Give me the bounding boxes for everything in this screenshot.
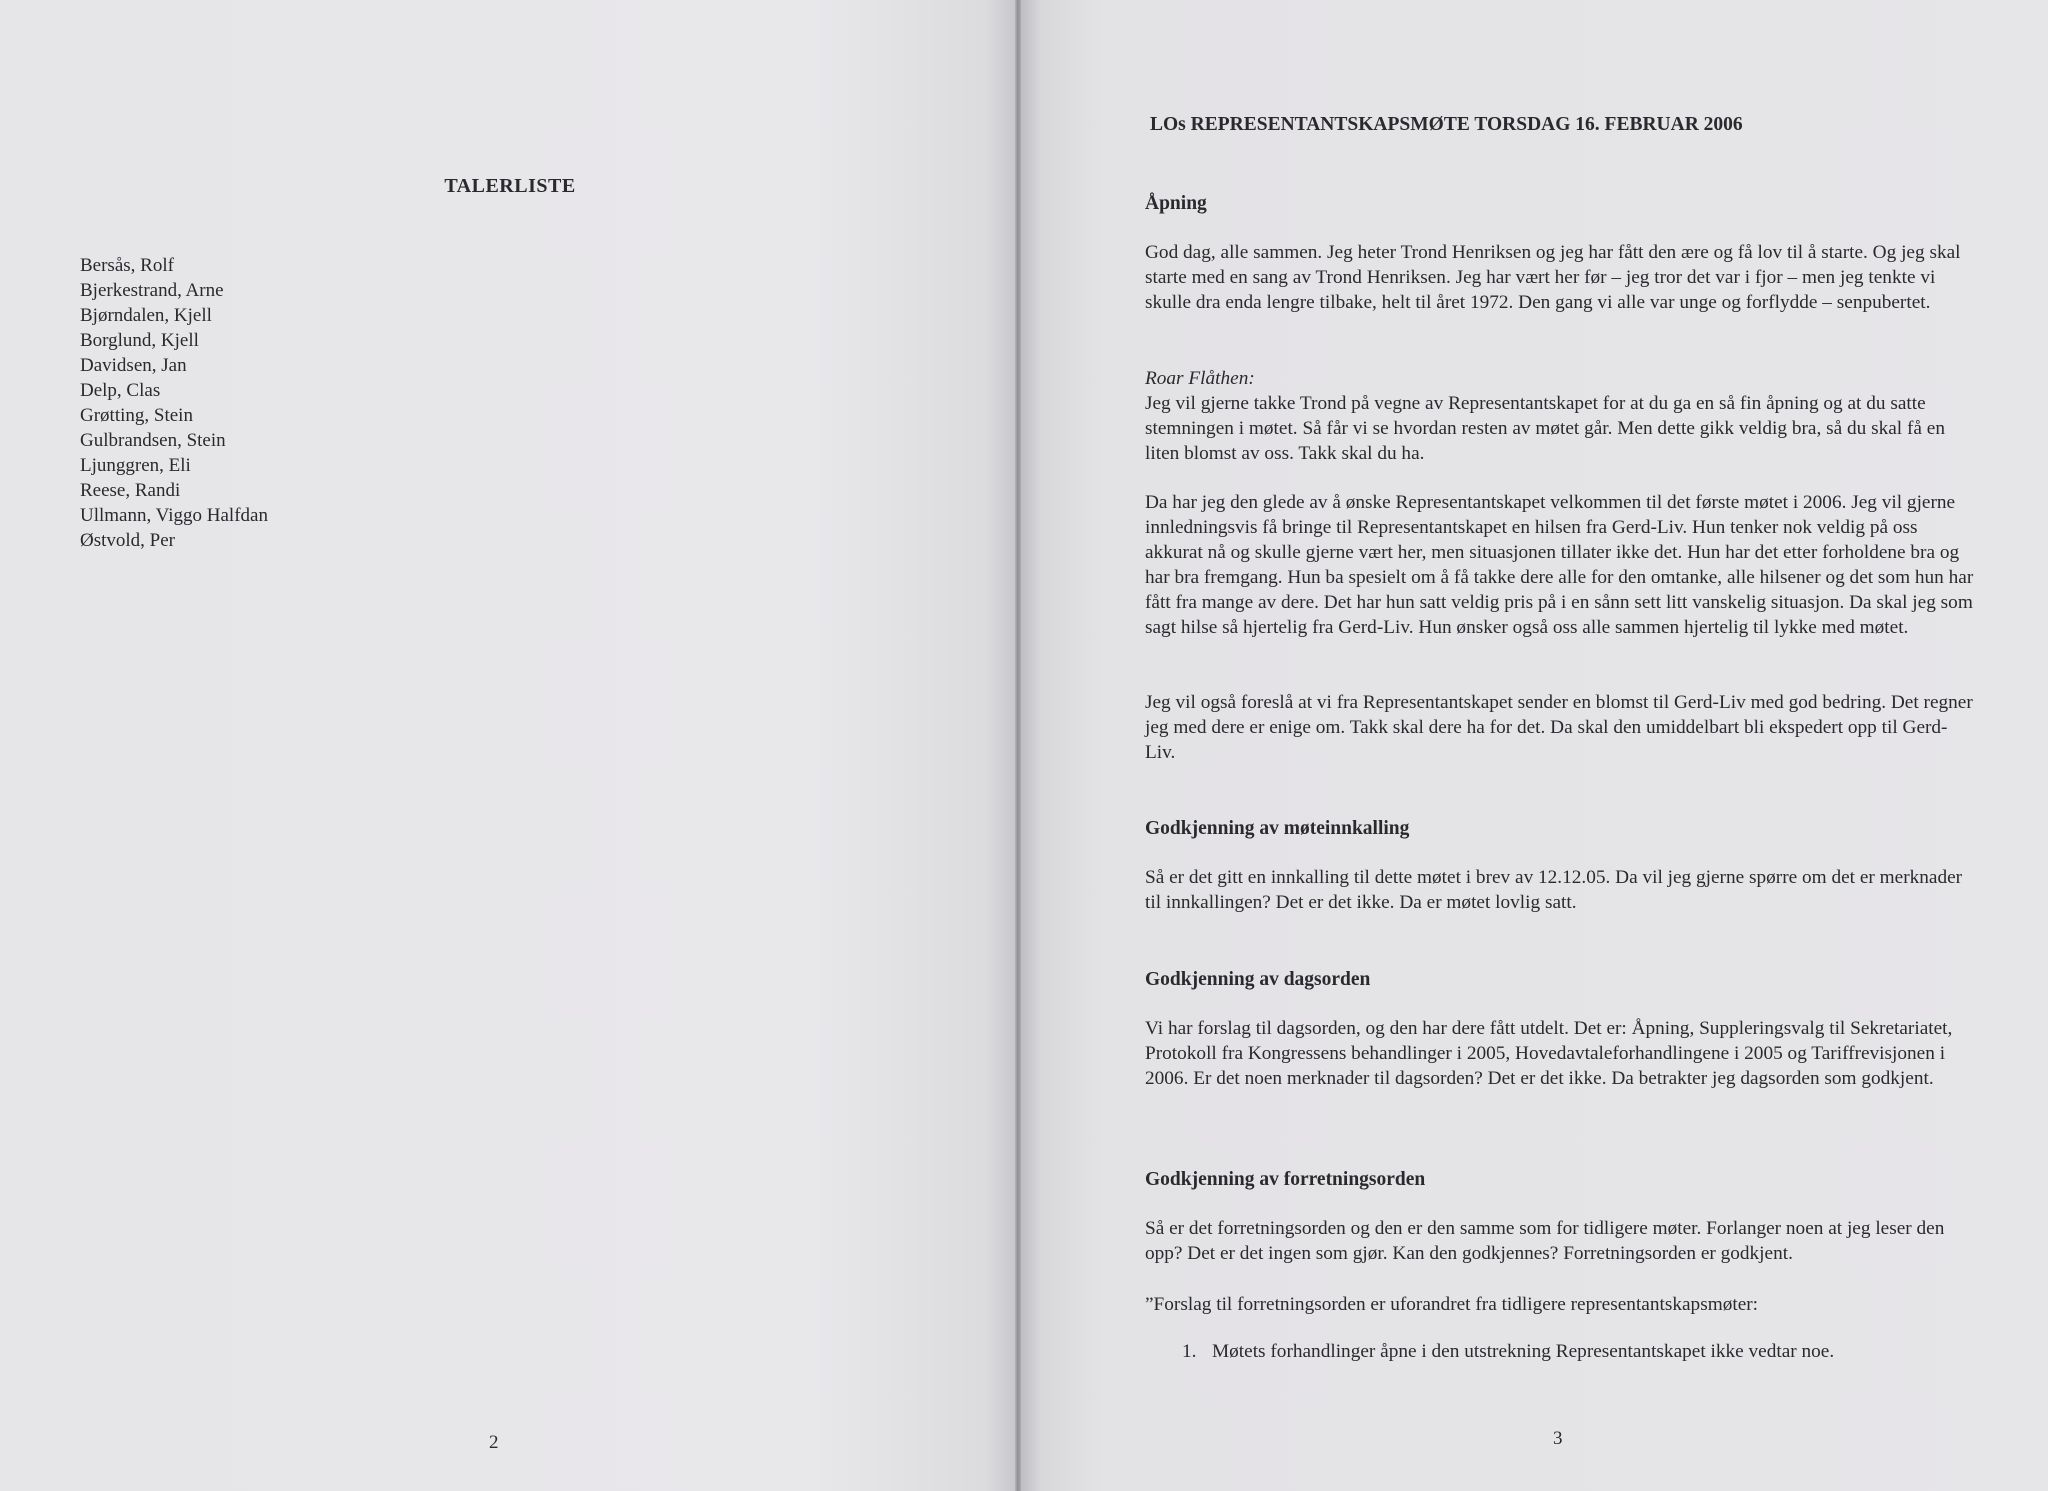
flowers-paragraph: Jeg vil også foreslå at vi fra Representantskapet sender en blomst til Gerd-Liv med god bedring. Det regner jeg med dere er enige om. Takk skal dere ha for det. Da skal den umiddelbart bli ekspedert opp til Gerd-Liv. — [1145, 692, 1973, 763]
agenda-paragraph: Vi har forslag til dagsorden, og den har dere fått utdelt. Det er: Åpning, Suppleringsvalg til Sekretariatet, Protokoll fra Kongressens behandlinger i 2005, Hovedavtaleforhandlingene i 2005 og Tariffrevisjonen i 2006. Er det noen merknader til dagsorden? Det er det ikke. Da betrakter jeg dagsorden som godkjent. — [1145, 1018, 1953, 1089]
speaker-list-item: Ljunggren, Eli — [80, 455, 191, 476]
book-gutter — [1015, 0, 1021, 1491]
rules-paragraph: Så er det forretningsorden og den er den samme som for tidligere møter. Forlanger noen at jeg leser den opp? Det er det ingen som gjør. Kan den godkjennes? Forretningsorden er godkjent. — [1145, 1218, 1945, 1264]
speaker-label: Roar Flåthen: — [1145, 368, 1255, 389]
opening-paragraph: God dag, alle sammen. Jeg heter Trond Henriksen og jeg har fått den ære og få lov til å starte. Og jeg skal starte med en sang av Trond Henriksen. Jeg har vært her før – jeg tror det var i fjor – men jeg tenkte vi skulle dra enda lengre tilbake, helt til året 1972. Den gang vi alle var unge og forflydde – senpubertet. — [1145, 242, 1961, 313]
meeting-title: LOs REPRESENTANTSKAPSMØTE TORSDAG 16. FEBRUAR 2006 — [1150, 114, 1743, 135]
speaker-list-item: Ullmann, Viggo Halfdan — [80, 505, 268, 526]
summons-heading: Godkjenning av møteinnkalling — [1145, 818, 1410, 839]
speaker-list-item: Bjerkestrand, Arne — [80, 280, 224, 301]
summons-paragraph: Så er det gitt en innkalling til dette møtet i brev av 12.12.05. Da vil jeg gjerne spørre om det er merknader til innkallingen? Det er det ikke. Da er møtet lovlig satt. — [1145, 867, 1963, 913]
speaker-list-item: Grøtting, Stein — [80, 405, 193, 426]
page-number-left: 2 — [489, 1432, 499, 1453]
quote-paragraph: ”Forslag til forretningsorden er uforandret fra tidligere representantskapsmøter: — [1145, 1294, 1759, 1315]
opening-heading: Åpning — [1145, 193, 1207, 214]
speaker-list — [80, 253, 268, 553]
list-item-text: Møtets forhandlinger åpne i den utstrekning Representantskapet ikke vedtar noe. — [1212, 1341, 1835, 1362]
speaker-paragraph: Jeg vil gjerne takke Trond på vegne av Representantskapet for at du ga en så fin åpning og at du satte stemningen i møtet. Så får vi se hvordan resten av møtet går. Men dette gikk veldig bra, så du skal få en liten blomst av oss. Takk skal du ha. — [1145, 393, 1945, 464]
rules-heading: Godkjenning av forretningsorden — [1145, 1169, 1426, 1190]
list-item — [1182, 1341, 1834, 1363]
speaker-list-item: Borglund, Kjell — [80, 330, 199, 351]
speaker-list-item: Østvold, Per — [80, 530, 175, 551]
left-page — [0, 0, 1016, 1491]
list-item-number: 1. — [1182, 1341, 1197, 1362]
speaker-list-title: TALERLISTE — [444, 175, 576, 197]
speaker-list-item: Bersås, Rolf — [80, 255, 174, 276]
speaker-list-item: Delp, Clas — [80, 380, 161, 401]
page-number-right: 3 — [1553, 1428, 1563, 1449]
speaker-list-item: Davidsen, Jan — [80, 355, 187, 376]
speaker-list-item: Gulbrandsen, Stein — [80, 430, 226, 451]
speaker-list-item: Reese, Randi — [80, 480, 181, 501]
welcome-paragraph: Da har jeg den glede av å ønske Representantskapet velkommen til det første møtet i 2006. Jeg vil gjerne innledningsvis få bringe til Representantskapet en hilsen fra Gerd-Liv. Hun tenker nok veldig på oss akkurat nå og skulle gjerne vært her, men situasjonen tillater ikke det. Hun har det etter forholdene bra og har bra fremgang. Hun ba spesielt om å få takke dere alle for den omtanke, alle hilsener og det som hun har fått fra mange av dere. Det har hun satt veldig pris på i en sånn sett litt vanskelig situasjon. Da skal jeg som sagt hilse så hjertelig fra Gerd-Liv. Hun ønsker også oss alle sammen hjertelig til lykke med møtet. — [1145, 492, 1974, 638]
speaker-list-item: Bjørndalen, Kjell — [80, 305, 212, 326]
agenda-heading: Godkjenning av dagsorden — [1145, 969, 1371, 990]
